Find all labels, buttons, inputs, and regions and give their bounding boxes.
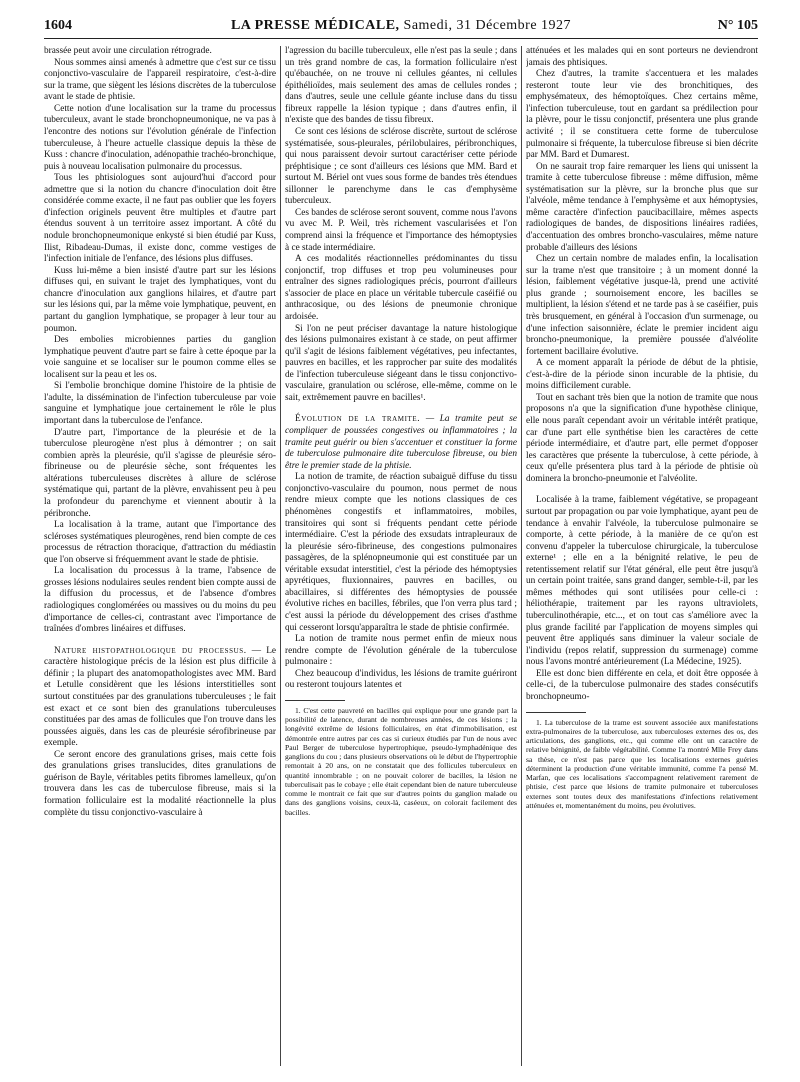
paragraph: Chez beaucoup d'individus, les lésions de tramite guériront ou resteront toujours latentes et (285, 668, 517, 691)
journal-title-line (44, 18, 758, 34)
paragraph: Elle est donc bien différente en cela, et doit être opposée à celle-ci, de la tuberculose pulmonaire des stades consécutifs bronchopneumo- (526, 668, 758, 702)
journal-title: LA PRESSE MÉDICALE, (230, 18, 400, 33)
paragraph: Nous sommes ainsi amenés à admettre que c'est sur ce tissu conjonctivo-vasculaire de l'appareil respiratoire, c'est-à-dire sur la trame, que siègent les lésions discrètes de la tuberculose avant le stade de phtisie. (44, 57, 276, 103)
section-paragraph (44, 646, 276, 750)
paragraph: l'agression du bacille tuberculeux, elle n'est pas la seule ; dans un très grand nombre de cas, la formation folliculaire n'est qu'ébauchée, on ne trouve ni cellules géantes, ni cellules épithélioïdes, mais seulement des amas de cellules rondes ; dans d'autres, seule une cellule géante incluse dans du tissu fibreux rappelle la lésion typique ; dans d'autres enfin, il n'existe que des bandes de tissu fibreux. (285, 46, 517, 126)
column-3 (526, 46, 758, 1072)
footnote-rule (526, 712, 586, 713)
column-2 (285, 46, 517, 1072)
paragraph: Ce seront encore des granulations grises, mais cette fois des granulations grises translucides, dites granulations de guérison de Bayle, véritables petits fibromes lamelleux, qu'on trouvera dans les cas de tuberculose fibreuse, mais si la formation folliculaire est la modalité réactionnelle la plus complète du tissu conjonctivo-vasculaire à (44, 749, 276, 818)
section-paragraph (285, 414, 517, 472)
paragraph: Cette notion d'une localisation sur la trame du processus tuberculeux, avant le stade bronchopneumonique, ne va pas à l'encontre des notions sur l'évolution générale de l'infection tuberculeuse, à l'heure actuelle classique depuis la thèse de Kuss : chancre d'inoculation, adénopathie trachéo-bronchique, puis à nouveau localisation pulmonaire du processus. (44, 103, 276, 172)
paragraph: Ce sont ces lésions de sclérose discrète, surtout de sclérose systématisée, sous-pleurales, périlobulaires, péribronchiques, qui nous paraissent devoir surtout caractériser cette période préphtisique ; ce sont d'ailleurs ces lésions que MM. Bard et surtout M. Bériel ont vues sous forme de bandes très étendues sillonner le parenchyme dans le cas d'emphysème tuberculeux. (285, 126, 517, 207)
column-1 (44, 46, 276, 1072)
paragraph: A ces modalités réactionnelles prédominantes du tissu conjonctif, trop diffuses et trop peu volumineuses pour entraîner des signes radiologiques précis, pourront d'ailleurs s'associer de place en place un véritable tubercule caséifié ou anthracosique, ou des lésions de pneumonie chronique ardoisée. (285, 254, 517, 322)
section-intro: — La tramite peut se compliquer de poussées congestives ou inflammatoires ; la tramite peut guérir ou bien s'accentuer et constituer la forme de tuberculose pulmonaire dite tuberculose fibreuse, ou bien être le premier stade de la phtisie. (285, 414, 517, 471)
section-heading: Nature histopathologique du processus. (54, 645, 247, 656)
paragraph: Chez un certain nombre de malades enfin, la localisation sur la trame n'est que transitoire ; à un moment donné la lésion, faiblement végétative jusque-là, prend une activité plus grande ; sournoisement encore, les bacilles se multiplient, la lésion s'étend et ne tarde pas à se caséifier, puis très brusquement, en général à l'occasion d'un surmenage, ou d'une infection saisonnière, éclate le premier incident aigu broncho-pneumonique, la première poussée d'alvéolite fortement bacillaire évolutive. (526, 254, 758, 357)
paragraph: Chez d'autres, la tramite s'accentuera et les malades resteront toute leur vie des bronchitiques, des emphysémateux, des hémoptoïques. Chez certains même, l'infection tuberculeuse, tout en gardant sa prédilection pour la plèvre, pour le tissu conjonctif, présentera une plus grande activité ; il se constituera cette forme de tuberculose pulmonaire si fréquente, la tuberculose fibreuse si bien décrite par MM. Bard et Dumarest. (526, 69, 758, 161)
paragraph: Tous les phtisiologues sont aujourd'hui d'accord pour admettre que si la notion du chancre d'inoculation doit être considérée comme exacte, il ne faut pas oublier que les foyers d'infection originels peuvent être multiples et d'autre part étendus souvent à un territoire assez important. A côté du nodule bronchopneumonique enkysté si bien étudié par Kuss, Ilist, Ribadeau-Dumas, il existe donc, comme vestiges de l'infection initiale de l'enfance, des lésions plus diffuses. (44, 173, 276, 265)
paragraph: La localisation du processus à la trame, l'absence de grosses lésions nodulaires seules rendent bien compte aussi de la diffusion du processus, et de l'absence d'ombres radiologiques conglomérées ou massives ou du moins du peu d'importance de celles-ci, contrastant avec l'importance de traînées d'ombres linéaires et diffuses. (44, 566, 276, 635)
paragraph: Si l'on ne peut préciser davantage la nature histologique des lésions pulmonaires existant à ce stade, on peut affirmer qu'il s'agit de lésions faiblement végétatives, peu infectantes, pauvres en bacilles, et les rapprocher par suite des modalités de l'infection tuberculeuse siégeant dans le tissu conjonctivo-vasculaire, granulation ou sclérose, elle-même, comme on le sait, extrêmement pauvre en bacilles¹. (285, 323, 517, 403)
column-divider (521, 46, 522, 1066)
paragraph: brassée peut avoir une circulation rétrograde. (44, 46, 212, 56)
paragraph: Localisée à la trame, faiblement végétative, se propageant surtout par propagation ou par voie lymphatique, ayant peu de tendance à envahir l'alvéole, la tuberculose pulmonaire se comporte, à cette période, à la manière de ce qu'on est convenu d'appeler la tuberculose chirurgicale, la tuberculose externe¹ ; elle en a la bénignité relative, le peu de retentissement relatif sur l'état général, elle peut être jusqu'à un certain point traitée, sans grand danger, semble-t-il, par les mêmes méthodes qui sont utilisées pour celle-ci : héliothérapie, traitement par les rayons ultraviolets, tuberculinothérapie, etc..., et on tout cas s'améliore avec la plus grande facilité par l'application de moyens simples qui peuvent être appliqués sans diminuer la valeur sociale de l'individu (repos relatif, suppression du surmenage) comme nous l'avons montré antérieurement (La Médecine, 1925). (526, 495, 758, 668)
footnote: 1. C'est cette pauvreté en bacilles qui explique pour une grande part la possibilité de latence, durant de nombreuses années, de ces lésions ; la longévité extrême de lésions folliculaires, en état d'immobilisation, est démontrée entre autres par ces cas si curieux étudiés par l'un de nous avec Paul Berger de tuberculose hypertrophique, pseudo-lymphadénique des ganglions du cou ; dans plusieurs observations où le début de l'hypertrophie remontait à 20 ans, on ne constatait que des follicules tuberculeux en quantité innombrable ; on ne pouvait colorer de bacilles, la lésion ne tuberculisait pas le cobaye ; elle était cependant bien de nature tuberculeuse comme le montrait ce fait que sur d'autres points du ganglion malade ou dans des ganglions voisins, ceux-là, caséeux, on colorait facilement des bacilles. (285, 705, 517, 817)
page-number: 1604 (44, 18, 72, 33)
section-heading: Évolution de la tramite. (295, 414, 421, 425)
paragraph: A ce moment apparaît la période de début de la phtisie, c'est-à-dire de la période sinon incurable de la phtisie, du moins difficilement curable. (526, 358, 758, 392)
column-divider (280, 46, 281, 1066)
paragraph: Kuss lui-même a bien insisté d'autre part sur les lésions diffuses qui, en suivant le trajet des lymphatiques, vont du chancre d'inoculation aux ganglions hilaires, et d'autre part sur les lésions qui, par la même voie lymphatique, peuvent, en partant du ganglion lymphatique, se propager à leur tour au poumon. (44, 265, 276, 334)
paragraph: D'autre part, l'importance de la pleurésie et de la tuberculose pleurogène n'est plus à démontrer ; on sait combien après la pleurésie, qu'il s'agisse de pleurésie séro-fibrineuse ou de pleurésie sèche, sont fréquentes les altérations tuberculeuses discrètes à allure de sclérose systématique qui, partant de la plèvre, envahissent peu à peu la profondeur du parenchyme et viennent aboutir à la péribronche. (44, 427, 276, 519)
paragraph: atténuées et les malades qui en sont porteurs ne deviendront jamais des phtisiques. (526, 46, 758, 68)
paragraph: La notion de tramite, de réaction subaiguë diffuse du tissu conjonctivo-vasculaire du poumon, nous permet de nous rendre mieux compte que les notions classiques de ces phénomènes congestifs et inflammatoires, mobiles, transitoires qui sont si fréquents pendant cette période intermédiaire. C'est la période des exsudats intrapleuraux de la pleurésie séro-fibrineuse, des congestions pulmonaires passagères, de la splénopneumonie qui est constituée par un véritable exsudat interstitiel, c'est la période des hémoptysies apyrétiques, fluxionnaires, pauvres en bacilles, ou abacillaires, si différentes des hémoptysies de poussée évolutive riches en bacilles, fébriles, que l'on verra plus tard ; c'est aussi la période du développement des crises d'asthme qui cesseront lorsqu'apparaîtra le stade de phtisie confirmée. (285, 472, 517, 633)
paragraph: Ces bandes de sclérose seront souvent, comme nous l'avons vu avec M. P. Weil, très richement vascularisées et l'on comprend ainsi la fréquence et l'importance des hémoptysies à ce stade intermédiaire. (285, 207, 517, 253)
footnote-rule (285, 700, 345, 701)
footnote: 1. La tuberculose de la trame est souvent associée aux manifestations extra-pulmonaires de la tuberculose, aux tuberculoses externes des os, des articulations, des ganglions, etc., qui comme elle ont un caractère de relative bénignité, de faible végétabilité. Comme l'a montré Mlle Frey dans sa thèse, ce n'est pas parce que les localisations externes guéries déterminent la production d'une véritable immunité, comme l'a pensé M. Marfan, que ces localisations s'accompagnent relativement rarement de phtisie, c'est parce que lésions de tramite pulmonaire et tuberculoses externes sont toutes deux des manifestations d'infections relativement atténuées et, momentanément du moins, peu évolutives. (526, 717, 758, 810)
page-header (44, 18, 758, 39)
paragraph: Si l'embolie bronchique domine l'histoire de la phtisie de l'adulte, la dissémination de l'infection tuberculeuse par voie sanguine et lymphatique joue certainement le rôle le plus important dans la tuberculose de l'enfance. (44, 381, 276, 426)
paragraph: Tout en sachant très bien que la notion de tramite que nous proposons n'a que la signification d'une hypothèse clinique, elle nous paraît cependant avoir un véritable intérêt pratique, car d'une part elle synthétise bien les caractères de cette période intermédiaire, et d'autre part, elle permet d'opposer les caractères que présente la tuberculose, à cette période, à ceux qu'elle présentera plus tard à la période de phtisie où dominera la broncho-pneumonie et l'alvéolite. (526, 392, 758, 484)
paragraph-text: — Le caractère histologique précis de la lésion est plus difficile à définir ; la plupart des anatomopathologistes avec MM. Bard et Letulle considèrent que les lésions interstitielles sont surtout constituées par des granulations tuberculeuses ; le fait est exact et ce sont bien des granulations tuberculeuses constituées par des amas de follicules que l'on trouve dans les poussées aiguës, dans les cas de pleurésie sérofibrineuse par exemple. (44, 645, 276, 749)
issue-date: Samedi, 31 Décembre 1927 (403, 18, 572, 33)
paragraph: On ne saurait trop faire remarquer les liens qui unissent la tramite à cette tuberculose fibreuse : même diffusion, même systématisation sur la plèvre, sur la bronche plus que sur l'alvéole, même tendance à l'emphysème et aux hémoptysies, même caractère d'infection paucibacillaire, mêmes aspects radiologiques de bandes, de dispositions linéaires radiées, d'accentuation des ombres broncho-vasculaires, même nature probable d'ailleurs des lésions (526, 161, 758, 253)
paragraph: La localisation à la trame, autant que l'importance des scléroses systématiques pleurogènes, rend bien compte de ces processus de rétraction thoracique, d'attraction du médiastin que l'on observe si fréquemment avant le stade de phtisie. (44, 520, 276, 565)
issue-number: N° 105 (717, 18, 758, 33)
paragraph: Des embolies microbiennes parties du ganglion lymphatique peuvent d'autre part se faire à cette époque par la voie sanguine et se localiser sur le poumon comme elles se localisent sur la peau et les os. (44, 335, 276, 380)
paragraph: La notion de tramite nous permet enfin de mieux nous rendre compte de l'évolution générale de la tuberculose pulmonaire : (285, 634, 517, 668)
